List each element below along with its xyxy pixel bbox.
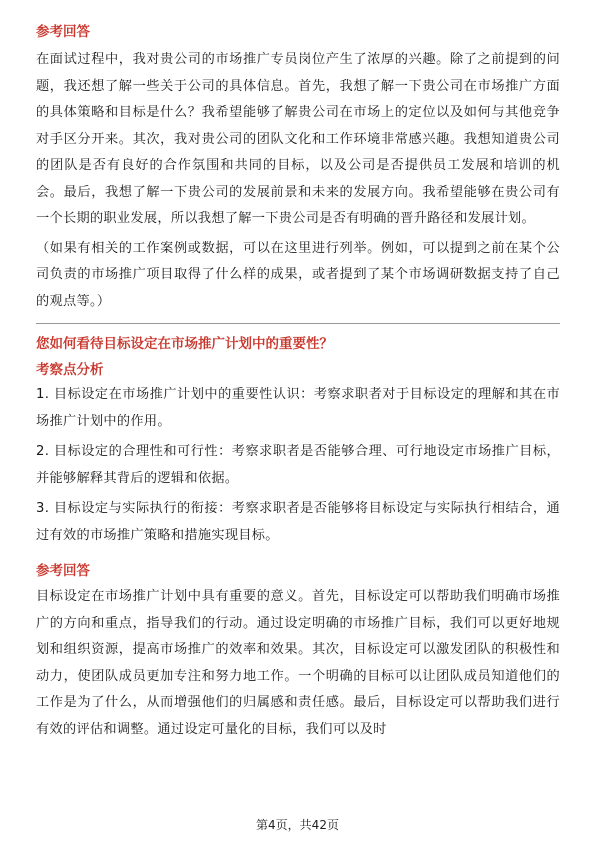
analysis-point-3: 3. 目标设定与实际执行的衔接：考察求职者是否能够将目标设定与实际执行相结合，通过有效的市场推广策略和措施实现目标。 (36, 501, 560, 543)
reference-answer-text: 在面试过程中，我对贵公司的市场推广专员岗位产生了浓厚的兴趣。除了之前提到的问题，我还想了解一些关于公司的具体信息。首先，我想了解一下贵公司在市场推广方面的具体策略和目标是什么？我希望能够了解贵公司在市场上的定位以及如何与其他竞争对手区分开来。其次，我对贵公司的团队文化和工作环境非常感兴趣。我想知道贵公司的团队是否有良好的合作氛围和共同的目标，以及公司是否提供员工发展和培训的机会。最后，我想了解一下贵公司的发展前景和未来的发展方向。我希望能够在贵公司有一个长期的职业发展，所以我想了解一下贵公司是否有明确的晋升路径和发展计划。 (36, 52, 560, 226)
example-note-text: （如果有相关的工作案例或数据，可以在这里进行列举。例如，可以提到之前在某个公司负责的市场推广项目取得了什么样的成果，或者提到了某个市场调研数据支持了自己的观点等。） (36, 240, 560, 309)
analysis-point-1: 1. 目标设定在市场推广计划中的重要性认识：考察求职者对于目标设定的理解和其在市场推广计划中的作用。 (36, 387, 560, 429)
question-heading: 您如何看待目标设定在市场推广计划中的重要性？ (36, 336, 333, 352)
document-page (36, 22, 560, 743)
reference-answer-heading-2: 参考回答 (36, 563, 90, 579)
page-footer: 第4页，共42页 (256, 818, 339, 832)
reference-answer-text-2: 目标设定在市场推广计划中具有重要的意义。首先，目标设定可以帮助我们明确市场推广的方向和重点，指导我们的行动。通过设定明确的市场推广目标，我们可以更好地规划和组织资源，提高市场推广的效率和效果。其次，目标设定可以激发团队的积极性和动力，使团队成员更加专注和努力地工作。一个明确的目标可以让团队成员知道他们的工作是为了什么，从而增强他们的归属感和责任感。最后，目标设定可以帮助我们进行有效的评估和调整。通过设定可量化的目标，我们可以及时 (36, 589, 560, 737)
section-divider (36, 323, 560, 324)
analysis-heading: 考察点分析 (36, 362, 104, 378)
reference-answer-heading: 参考回答 (36, 24, 90, 40)
analysis-point-2: 2. 目标设定的合理性和可行性：考察求职者是否能够合理、可行地设定市场推广目标，并能够解释其背后的逻辑和依据。 (36, 444, 560, 486)
